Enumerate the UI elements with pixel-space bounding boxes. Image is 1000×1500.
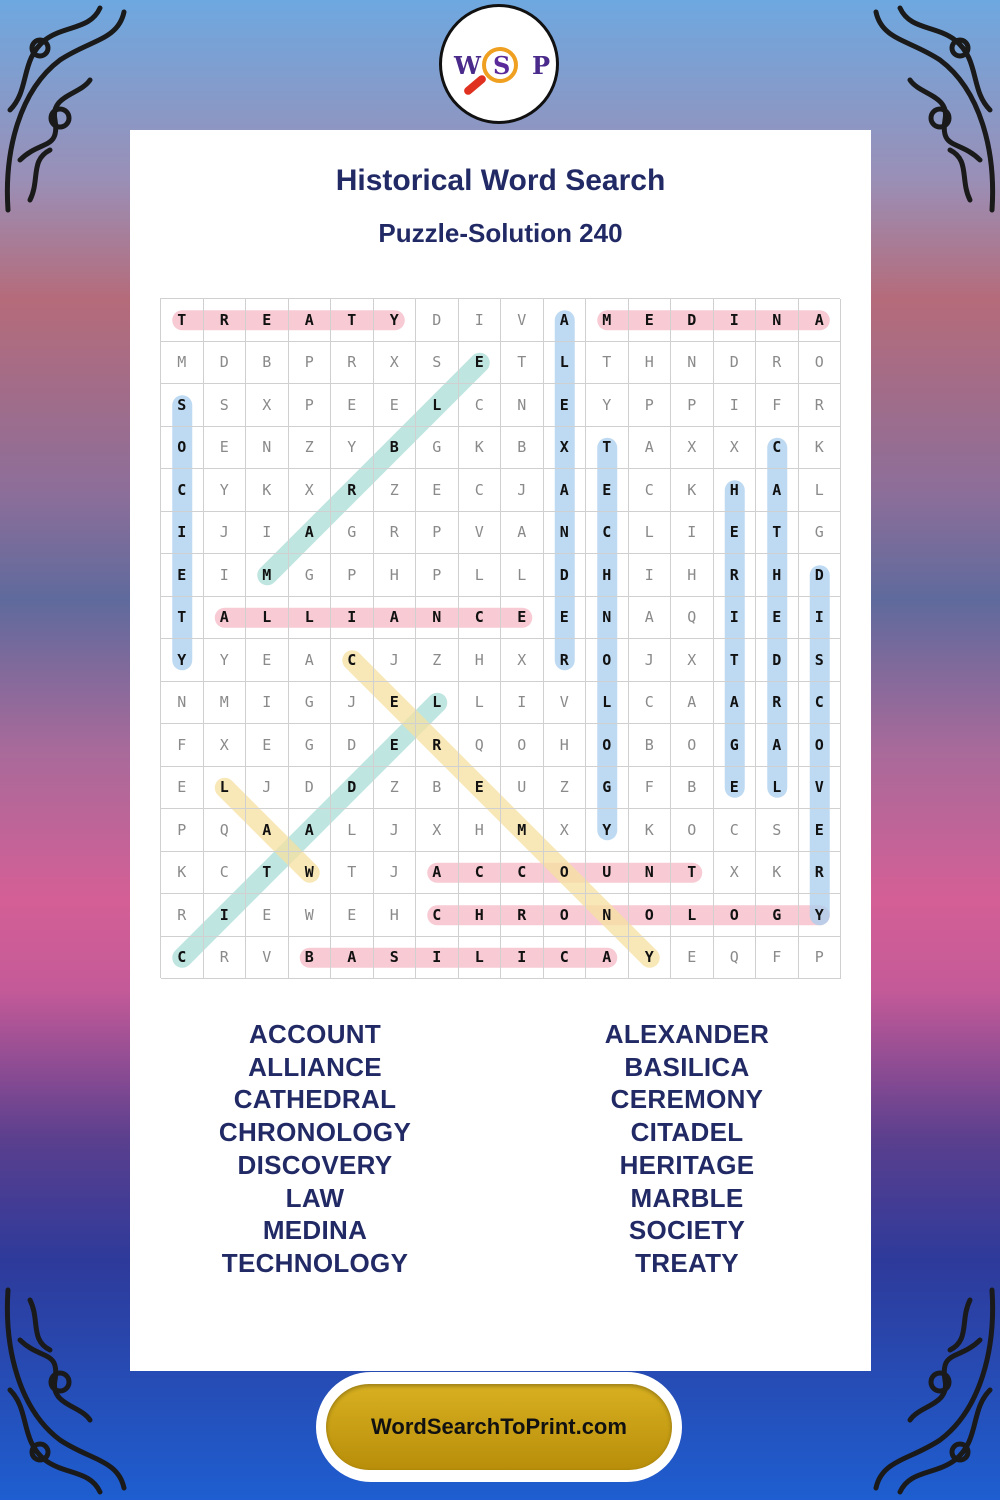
grid-cell[interactable]: H [714,469,757,512]
grid-cell[interactable]: T [671,852,714,895]
grid-cell[interactable]: A [544,469,587,512]
grid-cell[interactable]: Q [671,597,714,640]
word-grid [160,298,840,978]
ornament-bottom-left [0,1280,130,1500]
grid-cell[interactable]: E [501,597,544,640]
word-list-item: TREATY [635,1247,739,1278]
grid-cell[interactable]: J [331,682,374,725]
grid-cell[interactable]: E [374,682,417,725]
wsp-logo[interactable] [439,4,559,124]
grid-cell[interactable]: R [544,639,587,682]
grid-cell[interactable]: T [501,342,544,385]
grid-cell[interactable]: R [161,894,204,937]
letter-cells [161,299,841,979]
grid-cell[interactable]: O [544,852,587,895]
ornament-top-left [0,0,130,220]
grid-cell[interactable]: P [799,937,842,980]
grid-cell[interactable]: E [586,469,629,512]
grid-cell[interactable]: B [246,342,289,385]
grid-cell[interactable]: B [374,427,417,470]
grid-cell[interactable]: E [374,724,417,767]
word-list-item: TECHNOLOGY [221,1247,409,1278]
grid-cell[interactable]: C [544,937,587,980]
grid-cell[interactable]: C [629,682,672,725]
grid-cell[interactable]: K [459,427,502,470]
grid-cell[interactable]: F [756,937,799,980]
grid-cell[interactable]: D [714,342,757,385]
grid-cell[interactable]: F [756,384,799,427]
grid-cell[interactable]: E [629,299,672,342]
grid-cell[interactable]: D [331,724,374,767]
grid-cell[interactable]: L [416,682,459,725]
word-list-item: CITADEL [630,1117,744,1148]
grid-cell[interactable]: R [501,894,544,937]
grid-cell[interactable]: H [459,639,502,682]
grid-cell[interactable]: V [799,767,842,810]
grid-cell[interactable]: A [544,299,587,342]
grid-cell[interactable]: X [544,427,587,470]
word-list-item: ACCOUNT [248,1019,382,1049]
grid-cell[interactable]: H [671,554,714,597]
grid-cell[interactable]: B [289,937,332,980]
grid-cell[interactable]: A [246,809,289,852]
grid-cell[interactable]: N [756,299,799,342]
grid-cell[interactable]: X [714,427,757,470]
word-list-right [502,1018,872,1280]
ornament-top-right [870,0,1000,220]
grid-cell[interactable]: L [331,809,374,852]
logo-letter-p: P [532,51,551,80]
grid-cell[interactable]: M [246,554,289,597]
grid-cell[interactable]: O [671,724,714,767]
grid-cell[interactable]: C [799,682,842,725]
logo-letter-w: W [454,51,481,80]
word-list-item: MARBLE [630,1182,744,1213]
grid-cell[interactable]: N [586,894,629,937]
grid-cell[interactable]: O [671,809,714,852]
grid-cell[interactable]: I [629,554,672,597]
grid-cell[interactable]: I [246,512,289,555]
grid-cell[interactable]: E [459,342,502,385]
grid-cell[interactable]: B [671,767,714,810]
grid-cell[interactable]: C [714,809,757,852]
grid-cell[interactable]: P [416,512,459,555]
grid-cell[interactable]: I [161,512,204,555]
grid-cell[interactable]: Y [629,937,672,980]
grid-cell[interactable]: J [374,809,417,852]
grid-cell[interactable]: R [714,554,757,597]
grid-cell[interactable]: A [374,597,417,640]
grid-cell[interactable]: C [586,512,629,555]
grid-cell[interactable]: Z [374,469,417,512]
grid-cell[interactable]: D [204,342,247,385]
grid-cell[interactable]: P [416,554,459,597]
grid-cell[interactable]: I [416,937,459,980]
website-button[interactable] [326,1384,672,1470]
grid-cell[interactable]: B [629,724,672,767]
grid-cell[interactable]: N [671,342,714,385]
grid-cell[interactable]: T [161,299,204,342]
grid-cell[interactable]: H [629,342,672,385]
grid-cell[interactable]: E [459,767,502,810]
grid-cell[interactable]: E [204,427,247,470]
grid-cell[interactable]: D [671,299,714,342]
grid-cell[interactable]: P [629,384,672,427]
grid-cell[interactable]: C [204,852,247,895]
grid-cell[interactable]: A [204,597,247,640]
grid-cell[interactable]: P [161,809,204,852]
grid-cell[interactable]: O [544,894,587,937]
grid-cell[interactable]: X [416,809,459,852]
page-title: Historical Word Search [335,164,666,197]
grid-cell[interactable]: G [289,682,332,725]
grid-cell[interactable]: K [161,852,204,895]
grid-cell[interactable]: O [586,639,629,682]
grid-cell[interactable]: L [246,597,289,640]
grid-cell[interactable]: N [501,384,544,427]
grid-cell[interactable]: A [629,597,672,640]
grid-cell[interactable]: R [331,469,374,512]
word-list-item: ALLIANCE [248,1051,382,1082]
grid-cell[interactable]: M [161,342,204,385]
grid-cell[interactable]: V [544,682,587,725]
grid-cell[interactable]: E [161,554,204,597]
grid-cell[interactable]: S [416,342,459,385]
grid-cell[interactable]: P [289,342,332,385]
grid-cell[interactable]: P [671,384,714,427]
page-subtitle: Puzzle-Solution 240 [378,218,623,248]
grid-cell[interactable]: L [501,554,544,597]
grid-cell[interactable]: Y [161,639,204,682]
grid-cell[interactable]: V [246,937,289,980]
grid-cell[interactable]: T [331,299,374,342]
grid-cell[interactable]: C [756,427,799,470]
grid-cell[interactable]: A [416,852,459,895]
grid-cell[interactable]: Q [714,937,757,980]
grid-cell[interactable]: R [204,937,247,980]
word-list-item: CHRONOLOGY [218,1117,412,1148]
grid-cell[interactable]: L [544,342,587,385]
grid-cell[interactable]: T [756,512,799,555]
grid-cell[interactable]: N [161,682,204,725]
grid-cell[interactable]: M [501,809,544,852]
grid-cell[interactable]: L [459,554,502,597]
grid-cell[interactable]: D [756,639,799,682]
grid-cell[interactable]: L [204,767,247,810]
grid-cell[interactable]: E [246,639,289,682]
grid-cell[interactable]: A [289,639,332,682]
grid-cell[interactable]: C [629,469,672,512]
grid-cell[interactable]: T [714,639,757,682]
grid-cell[interactable]: H [586,554,629,597]
grid-cell[interactable]: A [756,724,799,767]
word-list-item: MEDINA [262,1215,368,1246]
grid-cell[interactable]: H [459,809,502,852]
grid-cell[interactable]: O [629,894,672,937]
grid-cell[interactable]: K [246,469,289,512]
grid-cell[interactable]: R [756,342,799,385]
grid-cell[interactable]: R [374,512,417,555]
grid-cell[interactable]: L [586,682,629,725]
grid-cell[interactable]: O [714,894,757,937]
grid-cell[interactable]: S [374,937,417,980]
grid-cell[interactable]: W [289,852,332,895]
grid-cell[interactable]: B [416,767,459,810]
website-label: WordSearchToPrint.com [371,1414,627,1439]
grid-cell[interactable]: X [671,427,714,470]
grid-cell[interactable]: T [161,597,204,640]
grid-cell[interactable]: J [246,767,289,810]
puzzle-sheet [130,130,871,1371]
grid-cell[interactable]: I [246,682,289,725]
grid-cell[interactable]: F [161,724,204,767]
grid-cell[interactable]: L [416,384,459,427]
word-list-item: LAW [285,1182,345,1213]
grid-cell[interactable]: V [459,512,502,555]
grid-cell[interactable]: G [416,427,459,470]
grid-cell[interactable]: L [756,767,799,810]
grid-cell[interactable]: S [161,384,204,427]
grid-cell[interactable]: E [331,894,374,937]
grid-cell[interactable]: X [501,639,544,682]
grid-cell[interactable]: A [714,682,757,725]
grid-cell[interactable]: Y [204,639,247,682]
grid-cell[interactable]: L [799,469,842,512]
grid-cell[interactable]: E [161,767,204,810]
grid-cell[interactable]: D [331,767,374,810]
grid-cell[interactable]: V [501,299,544,342]
grid-cell[interactable]: D [289,767,332,810]
grid-cell[interactable]: Z [289,427,332,470]
grid-cell[interactable]: C [416,894,459,937]
grid-cell[interactable]: G [289,554,332,597]
grid-cell[interactable]: A [289,299,332,342]
grid-cell[interactable]: N [544,512,587,555]
grid-cell[interactable]: G [331,512,374,555]
grid-cell[interactable]: A [289,809,332,852]
grid-cell[interactable]: I [331,597,374,640]
grid-cell[interactable]: C [161,469,204,512]
grid-cell[interactable]: X [374,342,417,385]
grid-cell[interactable]: G [289,724,332,767]
grid-cell[interactable]: X [246,384,289,427]
grid-cell[interactable]: L [459,682,502,725]
grid-cell[interactable]: A [586,937,629,980]
grid-cell[interactable]: L [289,597,332,640]
grid-cell[interactable]: S [799,639,842,682]
grid-cell[interactable]: J [374,852,417,895]
word-list-left [130,1018,500,1280]
grid-cell[interactable]: O [161,427,204,470]
grid-cell[interactable]: J [374,639,417,682]
ornament-bottom-right [870,1280,1000,1500]
grid-cell[interactable]: E [246,724,289,767]
grid-cell[interactable]: A [799,299,842,342]
grid-cell[interactable]: L [459,937,502,980]
grid-cell[interactable]: J [204,512,247,555]
grid-cell[interactable]: E [374,384,417,427]
grid-cell[interactable]: O [501,724,544,767]
grid-cell[interactable]: F [629,767,672,810]
grid-cell[interactable]: E [756,597,799,640]
word-list-item: HERITAGE [619,1149,755,1180]
grid-cell[interactable]: N [586,597,629,640]
grid-cell[interactable]: T [246,852,289,895]
grid-cell[interactable]: A [289,512,332,555]
grid-cell[interactable]: A [331,937,374,980]
grid-cell[interactable]: L [671,894,714,937]
grid-cell[interactable]: C [459,469,502,512]
grid-cell[interactable]: T [586,342,629,385]
grid-cell[interactable]: H [459,894,502,937]
grid-cell[interactable]: S [204,384,247,427]
grid-cell[interactable]: I [501,937,544,980]
magnifier-icon [482,47,518,83]
grid-cell[interactable]: J [629,639,672,682]
grid-cell[interactable]: I [799,597,842,640]
word-list-item: SOCIETY [628,1215,746,1246]
word-list-item: DISCOVERY [237,1149,393,1180]
grid-cell[interactable]: A [756,469,799,512]
grid-cell[interactable]: C [161,937,204,980]
grid-cell[interactable]: Q [459,724,502,767]
grid-cell[interactable]: G [714,724,757,767]
grid-cell[interactable]: U [586,852,629,895]
grid-cell[interactable]: P [289,384,332,427]
grid-cell[interactable]: K [799,427,842,470]
grid-cell[interactable]: A [501,512,544,555]
grid-cell[interactable]: K [671,469,714,512]
grid-cell[interactable]: E [544,597,587,640]
grid-cell[interactable]: T [331,852,374,895]
grid-cell[interactable]: I [714,299,757,342]
grid-cell[interactable]: Z [374,767,417,810]
grid-cell[interactable]: K [756,852,799,895]
grid-cell[interactable]: Y [331,427,374,470]
grid-cell[interactable]: H [374,554,417,597]
grid-cell[interactable]: M [586,299,629,342]
grid-cell[interactable]: X [671,639,714,682]
grid-cell[interactable]: Z [544,767,587,810]
website-badge[interactable] [316,1372,682,1482]
grid-cell[interactable]: I [714,384,757,427]
grid-cell[interactable]: R [799,384,842,427]
grid-cell[interactable]: A [629,427,672,470]
grid-cell[interactable]: X [289,469,332,512]
grid-cell[interactable]: I [204,554,247,597]
grid-cell[interactable]: O [799,724,842,767]
grid-cell[interactable]: D [416,299,459,342]
grid-cell[interactable]: C [459,597,502,640]
grid-cell[interactable]: E [671,937,714,980]
grid-cell[interactable]: E [714,512,757,555]
grid-cell[interactable]: W [289,894,332,937]
grid-cell[interactable]: E [714,767,757,810]
grid-cell[interactable]: K [629,809,672,852]
grid-cell[interactable]: N [416,597,459,640]
grid-cell[interactable]: E [416,469,459,512]
grid-cell[interactable]: X [204,724,247,767]
grid-cell[interactable]: U [501,767,544,810]
grid-cell[interactable]: I [714,597,757,640]
grid-cell[interactable]: C [459,852,502,895]
grid-cell[interactable]: O [586,724,629,767]
grid-cell[interactable]: D [799,554,842,597]
grid-cell[interactable]: I [459,299,502,342]
grid-cell[interactable]: E [331,384,374,427]
word-list-item: CEREMONY [610,1084,764,1115]
grid-cell[interactable]: Y [374,299,417,342]
grid-cell[interactable]: H [544,724,587,767]
grid-cell[interactable]: X [544,809,587,852]
grid-cell[interactable]: I [671,512,714,555]
word-list-item: ALEXANDER [604,1019,770,1049]
grid-cell[interactable]: G [799,512,842,555]
grid-cell[interactable]: E [544,384,587,427]
grid-cell[interactable]: C [459,384,502,427]
grid-cell[interactable]: D [544,554,587,597]
grid-cell[interactable]: R [204,299,247,342]
grid-cell[interactable]: N [629,852,672,895]
grid-cell[interactable]: E [246,299,289,342]
grid-cell[interactable]: H [374,894,417,937]
grid-cell[interactable]: T [586,427,629,470]
grid-cell[interactable]: R [331,342,374,385]
grid-cell[interactable]: E [799,809,842,852]
word-list-item: CATHEDRAL [233,1084,397,1115]
word-list-item: BASILICA [624,1051,750,1082]
grid-cell[interactable]: Q [204,809,247,852]
grid-cell[interactable]: I [501,682,544,725]
grid-cell[interactable]: I [204,894,247,937]
grid-cell[interactable]: S [756,809,799,852]
grid-cell[interactable]: Y [204,469,247,512]
grid-cell[interactable]: M [204,682,247,725]
grid-cell[interactable]: R [756,682,799,725]
grid-cell[interactable]: A [671,682,714,725]
grid-cell[interactable]: Y [586,809,629,852]
grid-cell[interactable]: C [331,639,374,682]
grid-cell[interactable]: Y [799,894,842,937]
grid-cell[interactable]: H [756,554,799,597]
grid-cell[interactable]: O [799,342,842,385]
grid-cell[interactable]: P [331,554,374,597]
grid-cell[interactable]: L [629,512,672,555]
grid-cell[interactable]: G [756,894,799,937]
grid-cell[interactable]: Y [586,384,629,427]
grid-cell[interactable]: R [416,724,459,767]
grid-cell[interactable]: X [714,852,757,895]
grid-cell[interactable]: C [501,852,544,895]
grid-cell[interactable]: J [501,469,544,512]
grid-cell[interactable]: Z [416,639,459,682]
grid-cell[interactable]: B [501,427,544,470]
grid-cell[interactable]: N [246,427,289,470]
grid-cell[interactable]: E [246,894,289,937]
grid-cell[interactable]: R [799,852,842,895]
logo-letter-s: S [493,51,511,80]
grid-cell[interactable]: G [586,767,629,810]
